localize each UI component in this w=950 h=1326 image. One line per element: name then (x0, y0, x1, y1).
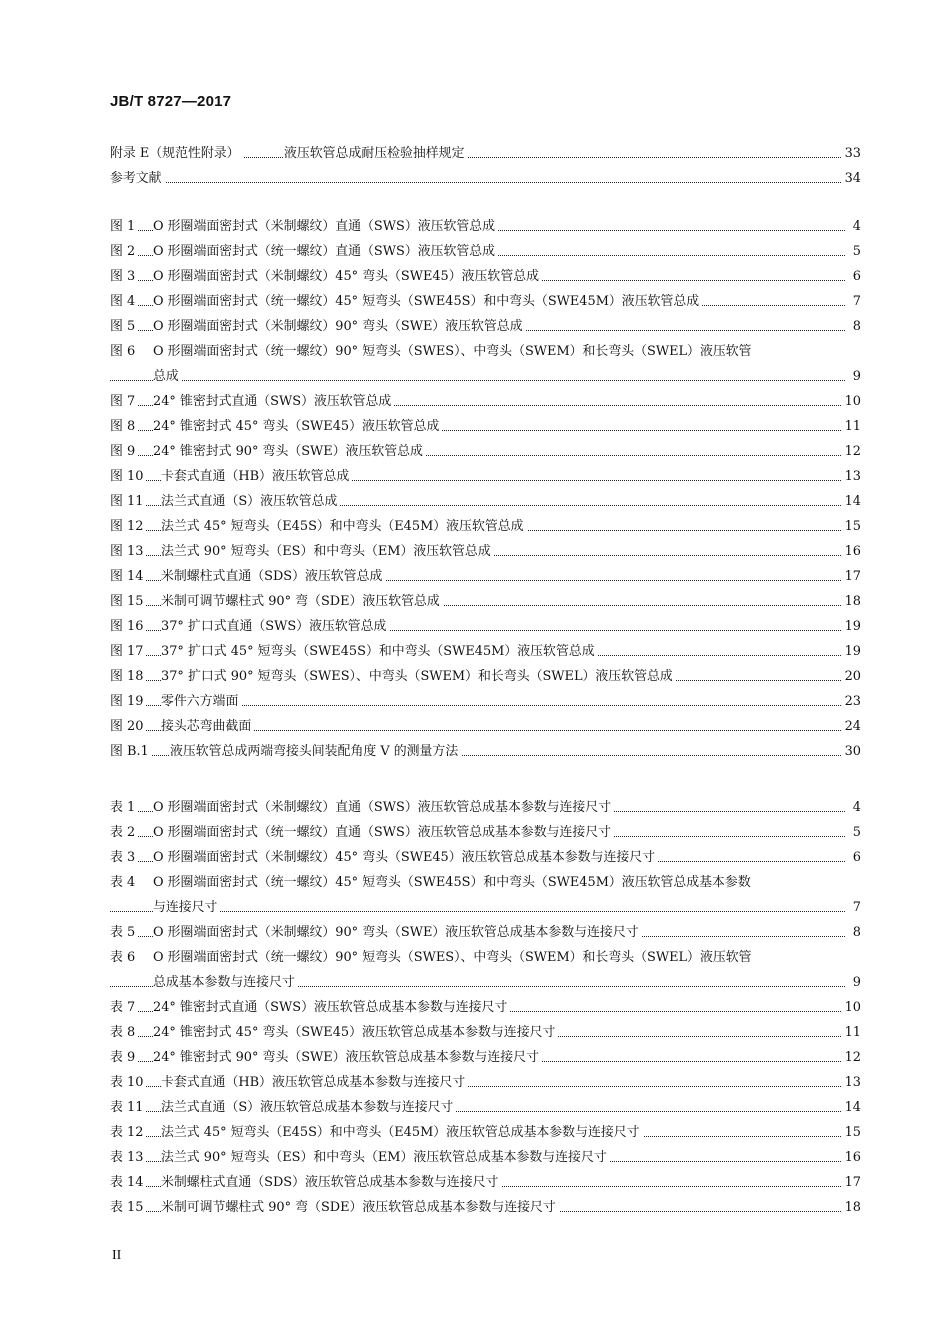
toc-entry[interactable] (110, 539, 861, 564)
toc-entry-page: 10 (842, 389, 861, 414)
toc-entry-label: 图 9 (110, 439, 138, 464)
toc-entry-page: 18 (842, 589, 861, 614)
toc-entry-label: 图 14 (110, 564, 146, 589)
toc-entry-label: 图 4 (110, 289, 138, 314)
toc-entry-label: 图 18 (110, 664, 146, 689)
toc-entry-label: 图 3 (110, 264, 138, 289)
toc-entry-page: 4 (850, 795, 861, 820)
toc-entry-title: 液压软管总成耐压检验抽样规定 (284, 141, 467, 166)
toc-entry-title: O 形圈端面密封式（米制螺纹）90° 弯头（SWE）液压软管总成基本参数与连接尺寸 (153, 920, 642, 945)
toc-entry-label: 图 6 (110, 344, 136, 359)
page-number: II (112, 1248, 122, 1263)
toc-entry-title: 37° 扩口式直通（SWS）液压软管总成 (161, 614, 389, 639)
toc-entry-label: 图 8 (110, 414, 138, 439)
toc-entry[interactable] (110, 820, 861, 845)
toc-entry-label: 图 17 (110, 639, 146, 664)
toc-entry-continuation[interactable] (110, 970, 861, 995)
toc-entry[interactable] (110, 464, 861, 489)
toc-entry[interactable] (110, 414, 861, 439)
toc-entry[interactable] (110, 739, 861, 764)
toc-entry-title-continuation: 总成 (153, 364, 182, 389)
toc-entry-label: 图 15 (110, 589, 146, 614)
toc-entry-page: 8 (850, 920, 861, 945)
toc-entry[interactable] (110, 1020, 861, 1045)
toc-entry-title: 法兰式 45° 短弯头（E45S）和中弯头（E45M）液压软管总成 (161, 514, 527, 539)
toc-entry[interactable] (110, 1120, 861, 1145)
toc-entry-title: 24° 锥密封式 45° 弯头（SWE45）液压软管总成基本参数与连接尺寸 (153, 1020, 558, 1045)
toc-entry-continuation[interactable] (110, 895, 861, 920)
toc-entry[interactable] (110, 1145, 861, 1170)
toc-entry-label: 图 1 (110, 214, 138, 239)
toc-entry-page: 5 (850, 239, 861, 264)
toc-entry-title: 24° 锥密封式 90° 弯头（SWE）液压软管总成 (153, 439, 426, 464)
toc-entry[interactable] (110, 489, 861, 514)
toc-entry-title: 24° 锥密封式 45° 弯头（SWE45）液压软管总成 (153, 414, 442, 439)
toc-entry-title-continuation: 总成基本参数与连接尺寸 (153, 970, 298, 995)
toc-entry-page: 18 (842, 1195, 861, 1220)
toc-entry-page: 34 (842, 166, 861, 191)
toc-entry-title: 米制螺柱式直通（SDS）液压软管总成基本参数与连接尺寸 (161, 1170, 501, 1195)
toc-entry-page: 12 (842, 439, 861, 464)
toc-entry-page: 4 (850, 214, 861, 239)
toc-entry-label: 图 13 (110, 539, 146, 564)
toc-entry-title: O 形圈端面密封式（统一螺纹）45° 短弯头（SWE45S）和中弯头（SWE45M）液压软管总成基本参数 (153, 870, 754, 895)
toc-entry-label: 图 20 (110, 714, 146, 739)
toc-entry[interactable] (110, 845, 861, 870)
toc-entry-label: 图 12 (110, 514, 146, 539)
toc-entry[interactable] (110, 1195, 861, 1220)
toc-entry-title: O 形圈端面密封式（米制螺纹）直通（SWS）液压软管总成 (153, 214, 498, 239)
toc-entry-page: 8 (850, 314, 861, 339)
toc-entry-page: 11 (842, 1020, 861, 1045)
toc-entry-page: 17 (842, 564, 861, 589)
toc-entry[interactable] (110, 795, 861, 820)
toc-entry-label: 表 5 (110, 920, 138, 945)
toc-tables (110, 795, 861, 1220)
toc-entry[interactable] (110, 1170, 861, 1195)
toc-entry-label: 表 11 (110, 1095, 146, 1120)
toc-entry[interactable] (110, 870, 861, 895)
toc-entry-page: 11 (842, 414, 861, 439)
toc-entry-title: 零件六方端面 (161, 689, 241, 714)
dot-leader (110, 380, 845, 381)
toc-entry[interactable] (110, 166, 861, 191)
toc-entry-page: 20 (842, 664, 861, 689)
toc-entry-title: 接头芯弯曲截面 (161, 714, 254, 739)
toc-entry-page: 12 (842, 1045, 861, 1070)
toc-entry-title: O 形圈端面密封式（米制螺纹）45° 弯头（SWE45）液压软管总成基本参数与连接尺寸 (153, 845, 658, 870)
toc-entry-title: 米制可调节螺柱式 90° 弯（SDE）液压软管总成基本参数与连接尺寸 (161, 1195, 559, 1220)
toc-entry-title: 24° 锥密封式直通（SWS）液压软管总成 (153, 389, 394, 414)
toc-entry[interactable] (110, 564, 861, 589)
toc-entry-title: O 形圈端面密封式（米制螺纹）45° 弯头（SWE45）液压软管总成 (153, 264, 542, 289)
toc-entry-title: 法兰式 45° 短弯头（E45S）和中弯头（E45M）液压软管总成基本参数与连接尺寸 (161, 1120, 643, 1145)
toc-entry-label: 图 B.1 (110, 739, 152, 764)
toc-entry[interactable] (110, 589, 861, 614)
toc-entry-page: 19 (842, 639, 861, 664)
toc-entry-title: O 形圈端面密封式（统一螺纹）45° 短弯头（SWE45S）和中弯头（SWE45M）液压软管总成 (153, 289, 702, 314)
toc-entry[interactable] (110, 389, 861, 414)
toc-entry-page: 33 (842, 141, 861, 166)
toc-entry-page: 24 (842, 714, 861, 739)
toc-entry-title-continuation: 与连接尺寸 (153, 895, 220, 920)
toc-entry-label: 表 1 (110, 795, 138, 820)
toc-entry-label: 表 6 (110, 950, 136, 965)
dot-leader (110, 182, 845, 183)
toc-entry-label: 表 8 (110, 1020, 138, 1045)
toc-entry-title: 卡套式直通（HB）液压软管总成 (161, 464, 352, 489)
toc-entry[interactable] (110, 639, 861, 664)
toc-entry-label: 表 4 (110, 875, 136, 890)
standard-code: JB/T 8727—2017 (110, 93, 232, 110)
toc-entry-label: 附录 E（规范性附录） (110, 141, 243, 166)
toc-entry-continuation[interactable] (110, 364, 861, 389)
toc-entry-label: 图 7 (110, 389, 138, 414)
toc-entry-page: 13 (842, 1070, 861, 1095)
toc-entry[interactable] (110, 945, 861, 970)
toc-entry-label: 表 3 (110, 845, 138, 870)
toc-entry-page: 16 (842, 539, 861, 564)
toc-entry-title: O 形圈端面密封式（统一螺纹）直通（SWS）液压软管总成基本参数与连接尺寸 (153, 820, 614, 845)
toc-entry-label: 表 13 (110, 1145, 146, 1170)
toc-entry-page: 16 (842, 1145, 861, 1170)
toc-entry-label: 表 15 (110, 1195, 146, 1220)
toc-entry[interactable] (110, 614, 861, 639)
toc-entry-title: 24° 锥密封式 90° 弯头（SWE）液压软管总成基本参数与连接尺寸 (153, 1045, 542, 1070)
toc-entry-title: O 形圈端面密封式（米制螺纹）90° 弯头（SWE）液压软管总成 (153, 314, 526, 339)
toc-entry-label: 图 19 (110, 689, 146, 714)
toc-entry-title: O 形圈端面密封式（统一螺纹）直通（SWS）液压软管总成 (153, 239, 498, 264)
toc-entry-title: O 形圈端面密封式（统一螺纹）90° 短弯头（SWES）、中弯头（SWEM）和长弯头（SWEL）液压软管 (153, 945, 755, 970)
toc-entry-page: 9 (850, 364, 861, 389)
toc-entry-title: 米制可调节螺柱式 90° 弯（SDE）液压软管总成 (161, 589, 443, 614)
toc-entry-page: 13 (842, 464, 861, 489)
toc-entry-label: 图 16 (110, 614, 146, 639)
toc-entry-label: 图 10 (110, 464, 146, 489)
toc-entry[interactable] (110, 1045, 861, 1070)
toc-entry[interactable] (110, 1095, 861, 1120)
toc-entry-page: 5 (850, 820, 861, 845)
toc-entry-title: 法兰式直通（S）液压软管总成基本参数与连接尺寸 (161, 1095, 456, 1120)
toc-entry[interactable] (110, 314, 861, 339)
toc-entry[interactable] (110, 339, 861, 364)
toc-entry-title: 37° 扩口式 45° 短弯头（SWE45S）和中弯头（SWE45M）液压软管总成 (161, 639, 598, 664)
toc-entry[interactable] (110, 514, 861, 539)
toc-figures (110, 214, 861, 764)
toc-entry-page: 15 (842, 514, 861, 539)
toc-entry-title: 24° 锥密封式直通（SWS）液压软管总成基本参数与连接尺寸 (153, 995, 510, 1020)
toc-entry-label: 表 10 (110, 1070, 146, 1095)
toc-entry-label: 表 14 (110, 1170, 146, 1195)
toc-entry[interactable] (110, 214, 861, 239)
toc-entry-title: 卡套式直通（HB）液压软管总成基本参数与连接尺寸 (161, 1070, 468, 1095)
toc-entry-page: 9 (850, 970, 861, 995)
toc-entry-title: 法兰式 90° 短弯头（ES）和中弯头（EM）液压软管总成基本参数与连接尺寸 (161, 1145, 610, 1170)
toc-front-matter (110, 141, 861, 191)
toc-entry-page: 14 (842, 489, 861, 514)
toc-entry-title: 米制螺柱式直通（SDS）液压软管总成 (161, 564, 385, 589)
toc-entry[interactable] (110, 689, 861, 714)
toc-entry-page: 14 (842, 1095, 861, 1120)
toc-entry[interactable] (110, 289, 861, 314)
toc-entry-label: 图 2 (110, 239, 138, 264)
toc-entry-page: 15 (842, 1120, 861, 1145)
toc-entry[interactable] (110, 141, 861, 166)
toc-entry-page: 23 (842, 689, 861, 714)
toc-entry-page: 6 (850, 264, 861, 289)
toc-entry-page: 7 (850, 289, 861, 314)
toc-entry[interactable] (110, 664, 861, 689)
toc-entry-label: 表 2 (110, 820, 138, 845)
toc-entry-page: 30 (842, 739, 861, 764)
toc-entry[interactable] (110, 1070, 861, 1095)
toc-entry-title: 法兰式直通（S）液压软管总成 (161, 489, 340, 514)
toc-entry-title: 37° 扩口式 90° 短弯头（SWES）、中弯头（SWEM）和长弯头（SWEL）液压软管总成 (161, 664, 676, 689)
toc-entry-title: 液压软管总成两端弯接头间装配角度 V 的测量方法 (170, 739, 461, 764)
toc-entry[interactable] (110, 439, 861, 464)
toc-entry[interactable] (110, 995, 861, 1020)
toc-entry-page: 17 (842, 1170, 861, 1195)
toc-entry[interactable] (110, 920, 861, 945)
toc-entry-title: O 形圈端面密封式（统一螺纹）90° 短弯头（SWES）、中弯头（SWEM）和长弯头（SWEL）液压软管 (153, 339, 755, 364)
toc-entry[interactable] (110, 714, 861, 739)
toc-entry-title: 法兰式 90° 短弯头（ES）和中弯头（EM）液压软管总成 (161, 539, 494, 564)
toc-entry-label: 表 12 (110, 1120, 146, 1145)
toc-entry-label: 图 5 (110, 314, 138, 339)
toc-entry-page: 10 (842, 995, 861, 1020)
toc-entry-page: 7 (850, 895, 861, 920)
toc-entry-label: 表 9 (110, 1045, 138, 1070)
toc-entry[interactable] (110, 264, 861, 289)
toc-entry-page: 19 (842, 614, 861, 639)
toc-entry-title: O 形圈端面密封式（米制螺纹）直通（SWS）液压软管总成基本参数与连接尺寸 (153, 795, 614, 820)
toc-entry-page: 6 (850, 845, 861, 870)
toc-entry-label: 参考文献 (110, 166, 165, 191)
toc-entry[interactable] (110, 239, 861, 264)
toc-entry-label: 图 11 (110, 489, 146, 514)
toc-entry-label: 表 7 (110, 995, 138, 1020)
